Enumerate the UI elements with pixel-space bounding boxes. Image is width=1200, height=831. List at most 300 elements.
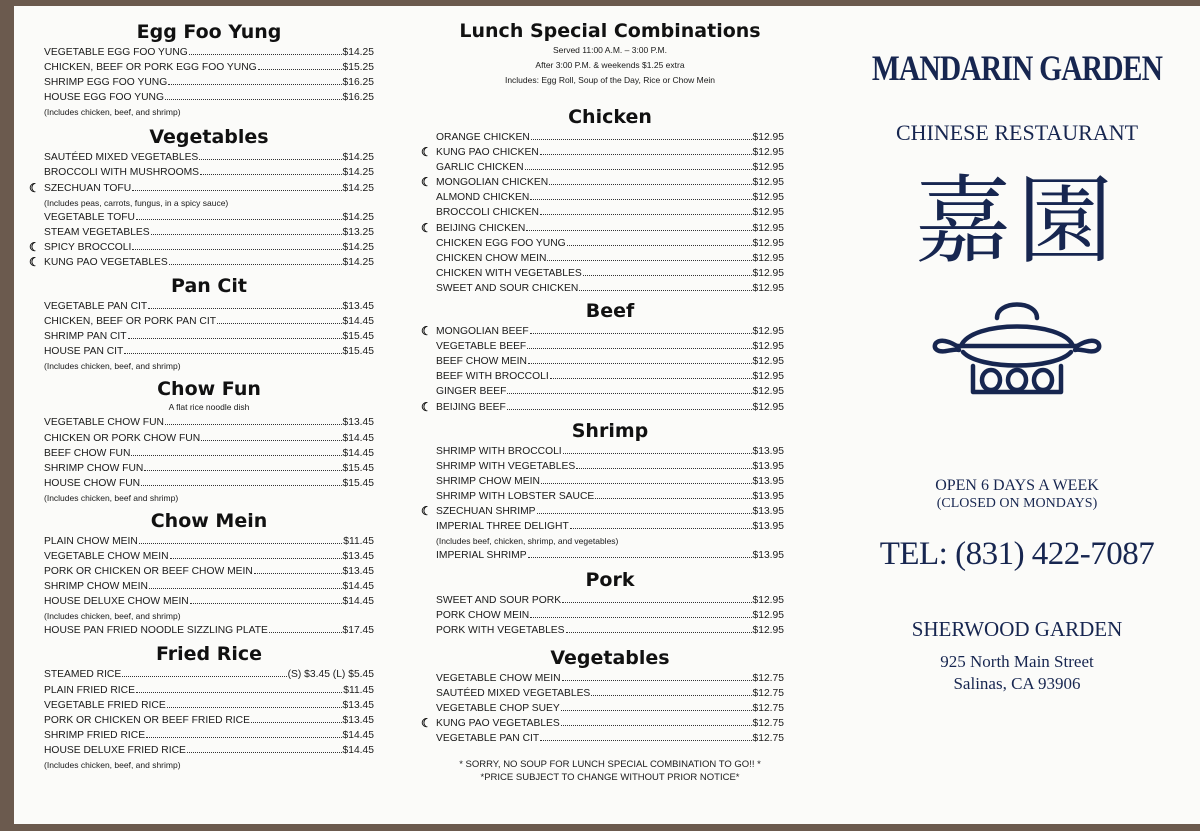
section-note: (Includes chicken, beef, and shrimp) xyxy=(44,611,181,622)
menu-item-price: $11.45 xyxy=(343,535,374,547)
menu-item xyxy=(436,474,784,489)
menu-item-price: $14.45 xyxy=(342,729,374,741)
dot-leader xyxy=(165,99,342,100)
menu-item xyxy=(44,461,374,476)
menu-item xyxy=(44,299,374,314)
menu-item xyxy=(436,459,784,474)
menu-item-price: $14.25 xyxy=(342,182,374,194)
spicy-icon: ☾ xyxy=(421,175,432,190)
menu-item-price: $13.45 xyxy=(342,699,374,711)
dot-leader xyxy=(526,230,751,231)
dot-leader xyxy=(550,378,752,379)
menu-item xyxy=(44,344,374,359)
menu-item-name: VEGETABLE PAN CIT xyxy=(436,732,540,744)
menu-item-name: HOUSE PAN FRIED NOODLE SIZZLING PLATE xyxy=(44,625,268,637)
menu-item xyxy=(44,623,374,638)
menu-item-price: $12.95 xyxy=(752,326,784,338)
dot-leader xyxy=(149,588,342,589)
dot-leader xyxy=(131,455,341,456)
dot-leader xyxy=(530,199,751,200)
menu-item-name: IMPERIAL THREE DELIGHT xyxy=(436,521,569,533)
telephone: TEL: (831) 422-7087 xyxy=(879,536,1155,572)
menu-item xyxy=(44,314,374,329)
dot-leader xyxy=(144,470,341,471)
menu-item-name: PORK CHOW MEIN xyxy=(436,610,530,622)
section-title-vegetables: Vegetables xyxy=(149,126,269,149)
menu-item-price: $13.45 xyxy=(342,714,374,726)
chow-fun-note: (Includes chicken, beef and shrimp) xyxy=(44,492,179,503)
spicy-icon: ☾ xyxy=(421,324,432,339)
menu-item-name: SHRIMP CHOW MEIN xyxy=(436,475,540,487)
dot-leader xyxy=(530,333,752,334)
menu-item-name: ALMOND CHICKEN xyxy=(436,192,530,204)
menu-item-price: $12.75 xyxy=(752,672,784,684)
menu-item-price: $13.95 xyxy=(752,521,784,533)
spicy-icon: ☾ xyxy=(421,399,432,414)
menu-item-name: SHRIMP CHOW MEIN xyxy=(44,581,148,593)
dot-leader xyxy=(128,338,342,339)
menu-item xyxy=(44,431,374,446)
menu-item-name: STEAMED RICE xyxy=(44,669,122,681)
menu-item-name: VEGETABLE PAN CIT xyxy=(44,301,148,313)
menu-item xyxy=(44,60,374,75)
menu-item xyxy=(436,623,784,638)
menu-item xyxy=(421,399,784,415)
menu-item-price: $11.45 xyxy=(343,684,374,696)
no-soup-to-go-note: * SORRY, NO SOUP FOR LUNCH SPECIAL COMBINATION TO GO!! * xyxy=(459,759,761,770)
menu-item-name: CHICKEN, BEEF OR PORK EGG FOO YUNG xyxy=(44,62,257,74)
menu-item-name: VEGETABLE EGG FOO YUNG xyxy=(44,47,188,58)
menu-item-name: BROCCOLI WITH MUSHROOMS xyxy=(44,167,200,179)
menu-item xyxy=(44,713,374,728)
menu-item xyxy=(436,281,784,296)
menu-item-price: $14.25 xyxy=(342,241,374,253)
dot-leader xyxy=(170,558,342,559)
menu-item xyxy=(436,608,784,623)
menu-item-name: IMPERIAL SHRIMP xyxy=(436,550,527,562)
menu-item-price: $14.25 xyxy=(342,211,374,223)
menu-item-price: $14.25 xyxy=(342,152,374,164)
menu-item-price: $12.75 xyxy=(752,717,784,729)
menu-item-price: $12.75 xyxy=(752,732,784,744)
dot-leader xyxy=(547,260,751,261)
dot-leader xyxy=(540,740,751,741)
menu-item-name: SZECHUAN SHRIMP xyxy=(436,505,536,517)
street-address: 925 North Main Street xyxy=(940,652,1094,671)
menu-item xyxy=(44,165,374,180)
menu-item-name: VEGETABLE CHOW FUN xyxy=(44,417,164,429)
dot-leader xyxy=(165,424,342,425)
dot-leader xyxy=(531,139,752,140)
menu-item-price: $12.95 xyxy=(752,237,784,249)
menu-item-name: HOUSE DELUXE FRIED RICE xyxy=(44,744,186,756)
menu-item-name: CHICKEN CHOW MEIN xyxy=(436,252,547,264)
menu-item-name: BEIJING CHICKEN xyxy=(436,222,526,234)
dot-leader xyxy=(541,483,752,484)
menu-item xyxy=(436,354,784,369)
menu-item-name: VEGETABLE CHOW MEIN xyxy=(44,550,169,562)
menu-item-name: CHICKEN WITH VEGETABLES xyxy=(436,267,582,279)
spicy-icon: ☾ xyxy=(29,254,40,269)
menu-item-name: HOUSE CHOW FUN xyxy=(44,477,141,489)
menu-item xyxy=(436,339,784,354)
dot-leader xyxy=(527,348,751,349)
menu-item-name: BROCCOLI CHICKEN xyxy=(436,207,539,219)
menu-item xyxy=(436,489,784,504)
dot-leader xyxy=(139,543,342,544)
section-title-chow-fun: Chow Fun xyxy=(157,378,261,401)
menu-item-price: $13.95 xyxy=(752,505,784,517)
dot-leader xyxy=(528,557,752,558)
dot-leader xyxy=(525,169,752,170)
menu-item-price: $15.45 xyxy=(342,331,374,343)
spicy-icon: ☾ xyxy=(421,503,432,518)
menu-item-name: BEEF CHOW MEIN xyxy=(436,356,527,368)
beef-list xyxy=(421,324,784,415)
menu-item-price: $12.95 xyxy=(752,162,784,174)
menu-item-name: VEGETABLE FRIED RICE xyxy=(44,699,166,711)
open-days: OPEN 6 DAYS A WEEK xyxy=(935,477,1099,494)
menu-item-price: $12.95 xyxy=(752,401,784,413)
menu-item-name: VEGETABLE BEEF xyxy=(436,341,527,353)
menu-item xyxy=(436,686,784,701)
menu-item-price: $12.95 xyxy=(752,356,784,368)
dot-leader xyxy=(122,676,286,677)
dot-leader xyxy=(562,602,751,603)
section-title-chicken: Chicken xyxy=(568,106,652,128)
menu-item-price: $12.95 xyxy=(752,207,784,219)
dot-leader xyxy=(561,710,752,711)
menu-item-name: VEGETABLE CHOW MEIN xyxy=(436,672,561,684)
dot-leader xyxy=(146,737,341,738)
menu-item xyxy=(44,743,374,758)
menu-column-middle xyxy=(421,6,784,784)
menu-item-price: $12.95 xyxy=(752,222,784,234)
menu-item-price: $15.45 xyxy=(342,346,374,358)
menu-item-name: KUNG PAO VEGETABLES xyxy=(44,256,168,268)
menu-item-name: PORK OR CHICKEN OR BEEF FRIED RICE xyxy=(44,714,250,726)
dot-leader xyxy=(254,573,342,574)
dot-leader xyxy=(528,363,752,364)
menu-item-name: MONGOLIAN BEEF xyxy=(436,326,529,338)
menu-item-name: SWEET AND SOUR CHICKEN xyxy=(436,282,579,294)
fried-rice-list xyxy=(44,667,374,758)
menu-item-price: $13.45 xyxy=(342,550,374,562)
menu-item xyxy=(44,476,374,491)
spicy-icon: ☾ xyxy=(421,715,432,730)
dot-leader xyxy=(591,695,751,696)
dot-leader xyxy=(136,692,342,693)
menu-item xyxy=(29,180,374,196)
section-title-pork: Pork xyxy=(585,569,635,592)
menu-item xyxy=(29,239,374,255)
section-title-shrimp: Shrimp xyxy=(571,419,649,442)
pan-cit-note: (Includes chicken, beef, and shrimp) xyxy=(44,361,181,372)
menu-item-name: SHRIMP WITH LOBSTER SAUCE xyxy=(436,490,595,502)
menu-item xyxy=(436,205,784,220)
menu-item-name: SPICY BROCCOLI xyxy=(44,241,132,253)
menu-item-price: $12.75 xyxy=(752,687,784,699)
dot-leader xyxy=(530,617,751,618)
dot-leader xyxy=(167,707,342,708)
menu-item xyxy=(44,564,374,579)
egg-foo-yung-list xyxy=(44,45,374,105)
dot-leader xyxy=(595,498,751,499)
dot-leader xyxy=(187,752,342,753)
menu-item xyxy=(421,220,784,236)
section-note: (Includes beef, chicken, shrimp, and vegetables) xyxy=(436,536,619,547)
menu-item-price: $13.95 xyxy=(752,475,784,487)
menu-item-name: GINGER BEEF xyxy=(436,386,507,398)
menu-item-name: SAUTÉED MIXED VEGETABLES xyxy=(436,687,591,699)
menu-item-name: HOUSE DELUXE CHOW MEIN xyxy=(44,596,189,608)
menu-item xyxy=(44,446,374,461)
menu-item-price: $12.95 xyxy=(752,625,784,637)
dot-leader xyxy=(561,725,752,726)
price-change-note: *PRICE SUBJECT TO CHANGE WITHOUT PRIOR NOTICE* xyxy=(480,772,740,783)
menu-item-price: $14.45 xyxy=(342,744,374,756)
menu-item-price: $13.95 xyxy=(752,445,784,457)
dot-leader xyxy=(570,528,752,529)
menu-item-name: MONGOLIAN CHICKEN xyxy=(436,177,549,189)
pork-list xyxy=(436,593,784,638)
menu-item-name: BEEF CHOW FUN xyxy=(44,447,131,459)
spicy-icon: ☾ xyxy=(421,220,432,235)
menu-item xyxy=(44,415,374,430)
menu-item-price: $12.95 xyxy=(752,341,784,353)
menu-item xyxy=(436,519,784,534)
dot-leader xyxy=(567,245,752,246)
menu-item-price: $14.45 xyxy=(342,581,374,593)
dot-leader xyxy=(258,69,342,70)
menu-item-name: SHRIMP WITH VEGETABLES xyxy=(436,460,576,472)
menu-item xyxy=(44,90,374,105)
dot-leader xyxy=(201,440,341,441)
menu-item-price: $13.95 xyxy=(752,550,784,562)
dot-leader xyxy=(217,323,341,324)
menu-item xyxy=(436,236,784,251)
menu-item-price: $12.95 xyxy=(752,132,784,143)
menu-item xyxy=(421,324,784,339)
menu-item-name: SZECHUAN TOFU xyxy=(44,182,132,194)
menu-item xyxy=(436,701,784,716)
location-name: SHERWOOD GARDEN xyxy=(911,617,1123,641)
menu-column-left xyxy=(29,6,374,772)
pan-cit-list xyxy=(44,299,374,359)
menu-item-name: VEGETABLE TOFU xyxy=(44,211,135,223)
menu-item-name: SHRIMP CHOW FUN xyxy=(44,462,144,474)
menu-item xyxy=(44,75,374,90)
menu-item xyxy=(44,329,374,344)
menu-item-price: $14.45 xyxy=(342,432,374,444)
section-note: (Includes peas, carrots, fungus, in a spicy sauce) xyxy=(44,197,229,208)
dot-leader xyxy=(132,249,341,250)
chicken-list xyxy=(421,130,784,296)
menu-item-price: $12.95 xyxy=(752,252,784,264)
dot-leader xyxy=(269,632,342,633)
menu-item xyxy=(436,444,784,459)
menu-item-name: HOUSE PAN CIT xyxy=(44,346,124,358)
menu-item xyxy=(436,593,784,608)
dot-leader xyxy=(132,190,341,191)
dot-leader xyxy=(190,603,342,604)
menu-item-price: $12.95 xyxy=(752,192,784,204)
dot-leader xyxy=(579,290,751,291)
menu-item-price: $13.45 xyxy=(342,417,374,429)
menu-item-price: $15.25 xyxy=(342,62,374,74)
menu-item-price: $13.25 xyxy=(342,226,374,238)
lunch-hours: Served 11:00 A.M. – 3:00 P.M. xyxy=(552,45,668,55)
dot-leader xyxy=(563,453,752,454)
chow-fun-list xyxy=(44,415,374,490)
menu-item-name: SHRIMP WITH BROCCOLI xyxy=(436,445,562,457)
menu-item xyxy=(44,549,374,564)
menu-item xyxy=(436,731,784,746)
menu-item-name: PORK OR CHICKEN OR BEEF CHOW MEIN xyxy=(44,566,253,578)
city-state-zip: Salinas, CA 93906 xyxy=(953,674,1081,693)
menu-item-price: $13.95 xyxy=(752,490,784,502)
menu-item xyxy=(44,728,374,743)
menu-item-price: $14.25 xyxy=(342,256,374,268)
menu-item xyxy=(421,503,784,519)
menu-item xyxy=(436,130,784,145)
menu-item-name: BEEF WITH BROCCOLI xyxy=(436,371,549,383)
menu-item-price: $13.95 xyxy=(752,460,784,472)
chow-mein-list xyxy=(44,534,374,639)
lunch-special-title: Lunch Special Combinations xyxy=(459,20,761,42)
menu-item xyxy=(436,384,784,399)
menu-item-price: $15.45 xyxy=(342,462,374,474)
dot-leader xyxy=(141,485,341,486)
menu-item-name: KUNG PAO CHICKEN xyxy=(436,147,539,159)
menu-item-price: $12.95 xyxy=(752,595,784,607)
menu-item xyxy=(44,225,374,240)
dot-leader xyxy=(200,174,341,175)
menu-item-name: SHRIMP EGG FOO YUNG xyxy=(44,77,168,89)
dot-leader xyxy=(576,468,751,469)
menu-item-name: STEAM VEGETABLES xyxy=(44,226,150,238)
dot-leader xyxy=(540,214,752,215)
section-title-pan-cit: Pan Cit xyxy=(171,275,247,298)
menu-item-name: SHRIMP FRIED RICE xyxy=(44,729,146,741)
menu-item-name: VEGETABLE CHOP SUEY xyxy=(436,702,560,714)
dot-leader xyxy=(507,393,751,394)
dot-leader xyxy=(169,264,342,265)
menu-item-name: PORK WITH VEGETABLES xyxy=(436,625,565,637)
dot-leader xyxy=(566,632,752,633)
menu-item xyxy=(436,266,784,281)
serving-dish-icon xyxy=(927,294,1107,406)
section-title-lunch-vegetables: Vegetables xyxy=(550,646,670,669)
closed-days: (CLOSED ON MONDAYS) xyxy=(936,496,1098,511)
menu-item xyxy=(421,715,784,731)
menu-item-price: $12.75 xyxy=(752,702,784,714)
section-title-chow-mein: Chow Mein xyxy=(150,509,268,532)
menu-item-price: $14.45 xyxy=(342,447,374,459)
menu-item xyxy=(436,251,784,266)
spicy-icon: ☾ xyxy=(29,239,40,254)
vegetables-list xyxy=(29,150,374,270)
menu-item-price: $13.45 xyxy=(342,566,374,578)
menu-item-name: SWEET AND SOUR PORK xyxy=(436,595,562,607)
menu-sheet xyxy=(14,6,1200,824)
lunch-extra-charge: After 3:00 P.M. & weekends $1.25 extra xyxy=(535,60,685,70)
menu-item-price: (S) $3.45 (L) $5.45 xyxy=(287,669,374,681)
fried-rice-note: (Includes chicken, beef, and shrimp) xyxy=(44,760,181,770)
menu-item-name: KUNG PAO VEGETABLES xyxy=(436,717,560,729)
menu-item xyxy=(44,683,374,698)
dot-leader xyxy=(562,680,752,681)
section-title-beef: Beef xyxy=(585,300,635,323)
section-title-egg-foo-yung: Egg Foo Yung xyxy=(136,21,282,43)
menu-item-price: $14.45 xyxy=(342,316,374,328)
restaurant-name: MANDARIN GARDEN xyxy=(871,48,1163,88)
dot-leader xyxy=(136,219,342,220)
dot-leader xyxy=(168,84,341,85)
menu-item-name: GARLIC CHICKEN xyxy=(436,162,524,174)
menu-item-price: $14.45 xyxy=(342,596,374,608)
menu-item xyxy=(421,145,784,160)
menu-item-name: CHICKEN EGG FOO YUNG xyxy=(436,237,566,249)
menu-item-price: $12.95 xyxy=(752,282,784,294)
dot-leader xyxy=(583,275,752,276)
menu-item xyxy=(44,45,374,60)
menu-item xyxy=(436,160,784,175)
menu-item-name: SAUTÉED MIXED VEGETABLES xyxy=(44,152,199,164)
shrimp-list xyxy=(421,444,784,564)
spicy-icon: ☾ xyxy=(29,180,40,195)
menu-item-price: $13.45 xyxy=(342,301,374,313)
chinese-name: 嘉園 xyxy=(915,165,1119,277)
menu-item xyxy=(44,579,374,594)
menu-item-price: $17.45 xyxy=(342,625,374,637)
menu-item xyxy=(29,254,374,270)
menu-item-price: $15.45 xyxy=(342,477,374,489)
dot-leader xyxy=(549,184,751,185)
dot-leader xyxy=(189,54,342,55)
dot-leader xyxy=(507,409,752,410)
menu-item-name: HOUSE EGG FOO YUNG xyxy=(44,92,164,104)
menu-item xyxy=(44,150,374,165)
dot-leader xyxy=(199,159,341,160)
restaurant-info-panel xyxy=(834,6,1200,694)
dot-leader xyxy=(151,234,342,235)
menu-item xyxy=(436,369,784,384)
menu-item-name: PLAIN FRIED RICE xyxy=(44,684,135,696)
menu-item-price: $12.95 xyxy=(752,610,784,622)
chow-fun-subtitle: A flat rice noodle dish xyxy=(168,402,250,413)
menu-item xyxy=(44,594,374,609)
dot-leader xyxy=(124,353,341,354)
menu-item xyxy=(436,190,784,205)
lunch-includes: Includes: Egg Roll, Soup of the Day, Rice or Chow Mein xyxy=(504,75,716,85)
menu-item-price: $16.25 xyxy=(342,77,374,89)
menu-item-name: CHICKEN OR PORK CHOW FUN xyxy=(44,432,201,444)
menu-item-price: $12.95 xyxy=(752,267,784,279)
menu-item-name: SHRIMP PAN CIT xyxy=(44,331,127,343)
menu-item-name: ORANGE CHICKEN xyxy=(436,132,530,143)
menu-item-name: CHICKEN, BEEF OR PORK PAN CIT xyxy=(44,316,217,328)
menu-item-price: $12.95 xyxy=(752,386,784,398)
menu-item xyxy=(44,210,374,225)
dot-leader xyxy=(540,154,752,155)
lunch-vegetables-list xyxy=(421,671,784,746)
restaurant-type: CHINESE RESTAURANT xyxy=(895,120,1139,145)
section-title-fried-rice: Fried Rice xyxy=(155,643,263,666)
menu-item xyxy=(44,667,374,682)
menu-item-price: $14.25 xyxy=(342,47,374,58)
menu-item-price: $12.95 xyxy=(752,177,784,189)
